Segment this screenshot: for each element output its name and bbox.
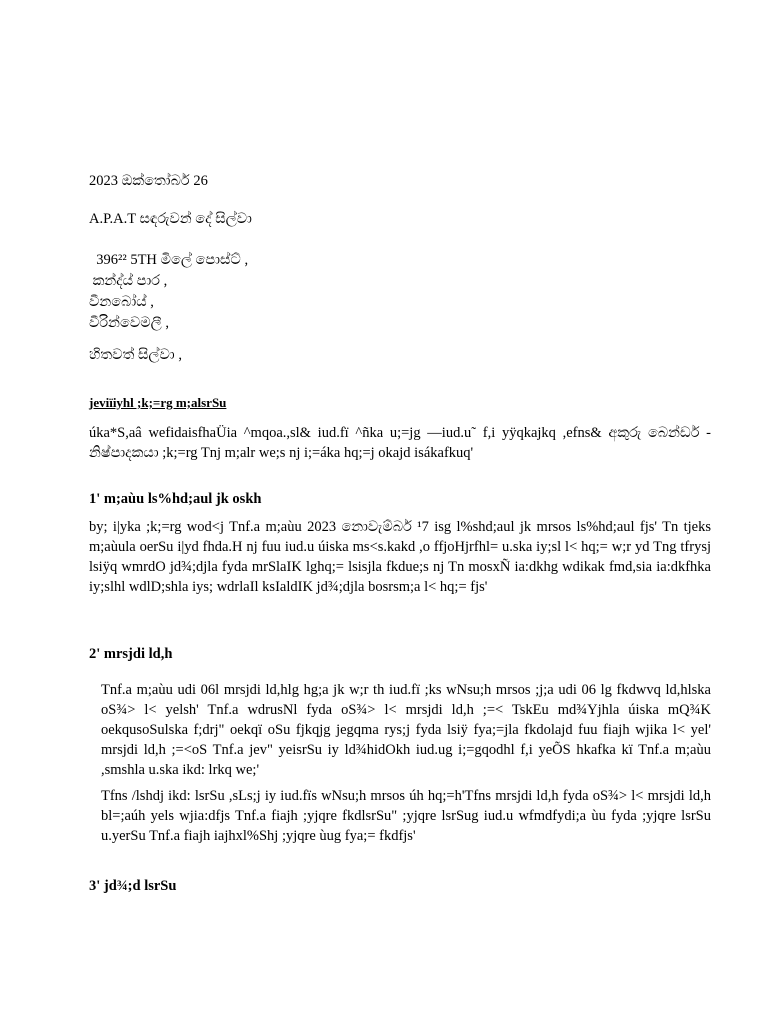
recipient-address	[89, 250, 713, 334]
section1-heading: 1' m;aùu ls%hd;aul jk oskh	[89, 491, 262, 507]
subject-line: jeviïiyhl ;k;=rg m;alsrSu	[89, 395, 227, 410]
section2-heading: 2' mrsjdi ld,h	[89, 646, 173, 662]
section3-heading: 3' jd¾;d lsrSu	[89, 878, 177, 894]
address-line: වීනබෝය් ,	[89, 294, 154, 310]
letter-date: 2023 ඔක්තෝබර් 26	[89, 173, 208, 189]
address-line: වීරින්වෙමලී ,	[89, 315, 169, 331]
section1-body: by; i|yka ;k;=rg wod<j Tnf.a m;aùu 2023 නොවැම්බර් ¹7 isg l%shd;aul jk mrsos ls%hd;aul fjs' Tn tjeks m;aùula oerSu i|yd fhda.H nj fuu iud.u úiska ms<s.kakd ,o ffjoHjrfhl= u.ska iy;sl l< hq;= w;r yd Tng tfrysj lsiÿq wmrdO jd¾;djla fyda mrSlaIK lghq;= lsisjla fkdue;s nj Tn mosxÑ ia:dkhg wdikak fmd,sia ia:dkfhka iy;slhl wdlD;shla iys; wdrlaIl ksIaldIK jd¾;djla bosrsm;a l< hq;= fjs'	[89, 519, 711, 595]
salutation: හිතවත් සිල්වා ,	[89, 347, 182, 363]
section2-paragraph1: Tnf.a m;aùu udi 06l mrsjdi ld,hlg hg;a jk w;r th iud.fï ;ks wNsu;h mrsos ;j;a udi 06 lg fkdwvq ld,hlska oS¾> l< yelsh' Tnf.a wdrusNl fyda oS¾> l< mrsjdi ld,h ;=< TskEu md¾Yjhla úiska mQ¾K oekqusoSulska f;drj" oekqï oSu fjkqjg jegqma rys;j fyda lsiÿ fya;=jla fkdolajd fuu fiajh wjika l< yel' mrsjdi ld,h ;=<oS Tnf.a jev" yeisrSu iy ld¾hidOkh iud.ug i;=gqodhl f,i yeÕS hkafka kï Tnf.a m;aùu ,smshla u.ska ikd: lrkq we;'	[101, 682, 711, 778]
section2-paragraph2: Tfns /lshdj ikd: lsrSu ,sLs;j iy iud.fïs wNsu;h mrsos úh hq;=h'Tfns mrsjdi ld,h fyda oS¾> l< mrsjdi ld,h bl=;aúh yels wjia:dfjs Tnf.a fiajh ;yjqre fkdlsrSu" ;yjqre lsrSug iud.u wfmdfydi;a ùu fyda ;yjqre lsrSu u.yerSu Tnf.a fiajh iajhxl%Shj ;yjqre ùug fya;= fkdfjs'	[101, 788, 711, 844]
address-line: 396²² 5TH මිලේ පොස්ට් ,	[89, 252, 249, 268]
address-line: කන්ද්ය් පාර ,	[89, 273, 168, 289]
intro-paragraph: úka*S,aâ wefidaisfhaÜia ^mqoa.,sl& iud.fï ^ñka u;=jg —iud.u˜ f,i yÿqkajkq ,efns& අකුරු බෙන්ඩර් - නිෂ්පාදකයා ;k;=rg Tnj m;alr we;s nj i;=áka hq;=j okajd isákafkuq'	[89, 425, 711, 461]
recipient-name: A.P.A.T සඳරුවන් දේ සිල්වා	[89, 211, 252, 227]
